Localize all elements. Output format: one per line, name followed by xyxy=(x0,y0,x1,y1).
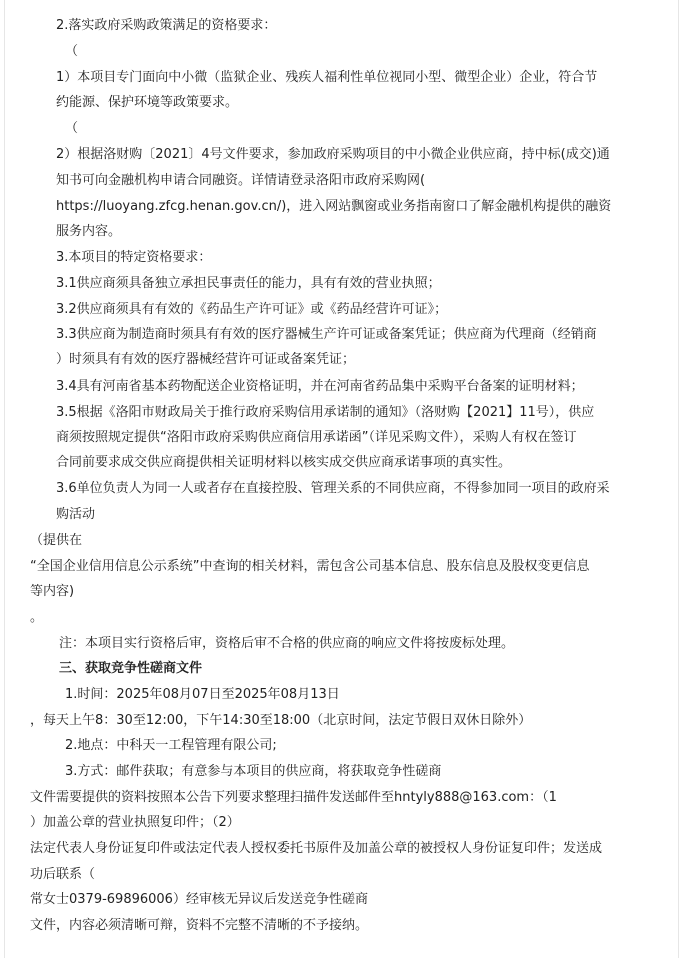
text-line: 注：本项目实行资格后审，资格后审不合格的供应商的响应文件将按废标处理。 xyxy=(59,636,515,651)
text-line: （提供在 xyxy=(30,533,83,548)
text-line: 3.6单位负责人为同一人或者存在直接控股、管理关系的不同供应商，不得参加同一项目的政府采 xyxy=(56,481,610,496)
text-line: 等内容) xyxy=(30,584,75,599)
text-line: 3.1供应商须具备独立承担民事责任的能力，具有有效的营业执照； xyxy=(56,276,441,291)
text-line: 。 xyxy=(30,610,44,625)
text-line: 2.地点：中科天一工程管理有限公司; xyxy=(65,738,277,753)
text-line: ）加盖公章的营业执照复印件；（2） xyxy=(30,815,240,830)
text-line: 商须按照规定提供“洛阳市政府采购供应商信用承诺函”（详见采购文件），采购人有权在签订 xyxy=(56,430,577,445)
text-line: 知书可向金融机构申请合同融资。详情请登录洛阳市政府采购网( xyxy=(56,173,426,188)
text-line: 2）根据洛财购〔2021〕4号文件要求，参加政府采购项目的中小微企业供应商，持中标(成交)通 xyxy=(56,147,610,162)
text-line: 3.2供应商须具有有效的《药品生产许可证》或《药品经营许可证》； xyxy=(56,302,448,317)
text-line: 3.4具有河南省基本药物配送企业资格证明，并在河南省药品集中采购平台备案的证明材料； xyxy=(56,379,584,394)
text-line: 合同前要求成交供应商提供相关证明材料以核实成交供应商承诺事项的真实性。 xyxy=(56,455,512,470)
text-line: 3.3供应商为制造商时须具有有效的医疗器械生产许可证或备案凭证；供应商为代理商（经销商 xyxy=(56,327,597,342)
text-line: 约能源、保护环境等政策要求。 xyxy=(56,95,239,110)
text-line: 3.本项目的特定资格要求： xyxy=(56,250,212,265)
text-line: 1.时间：2025年08月07日至2025年08月13日 xyxy=(65,687,340,702)
text-line: 3.5根据《洛阳市财政局关于推行政府采购信用承诺制的通知》（洛财购【2021】11号），供应 xyxy=(56,405,595,420)
text-line: 常女士0379-69896006）经审核无异议后发送竞争性磋商 xyxy=(30,892,368,907)
text-line: ）时须具有有效的医疗器械经营许可证或备案凭证； xyxy=(56,352,356,367)
text-line: 2.落实政府采购政策满足的资格要求： xyxy=(56,18,277,33)
text-line: 购活动 xyxy=(56,507,96,522)
text-line: （ xyxy=(65,121,79,136)
document-page xyxy=(4,0,679,958)
text-line: 功后联系（ xyxy=(30,867,96,882)
section-heading: 三、获取竞争性磋商文件 xyxy=(59,661,203,676)
text-line: 文件，内容必须清晰可辩，资料不完整不清晰的不予接纳。 xyxy=(30,918,369,933)
text-line: “全国企业信用信息公示系统”中查询的相关材料，需包含公司基本信息、股东信息及股权变更信息 xyxy=(30,559,590,574)
text-line: 法定代表人身份证复印件或法定代表人授权委托书原件及加盖公章的被授权人身份证复印件；发送成 xyxy=(30,841,603,856)
text-line: 服务内容。 xyxy=(56,224,122,239)
text-line: https://luoyang.zfcg.henan.gov.cn/)，进入网站飘窗或业务指南窗口了解金融机构提供的融资 xyxy=(56,199,612,214)
text-line: 3.方式：邮件获取；有意参与本项目的供应商，将获取竞争性磋商 xyxy=(65,764,442,779)
text-line: （ xyxy=(65,44,79,59)
text-line: ，每天上午8：30至12:00，下午14:30至18:00（北京时间，法定节假日双休日除外） xyxy=(30,713,532,728)
text-line: 文件需要提供的资料按照本公告下列要求整理扫描件发送邮件至hntyly888@163.com：（1 xyxy=(30,790,557,805)
text-line: 1）本项目专门面向中小微（监狱企业、残疾人福利性单位视同小型、微型企业）企业，符合节 xyxy=(56,70,598,85)
